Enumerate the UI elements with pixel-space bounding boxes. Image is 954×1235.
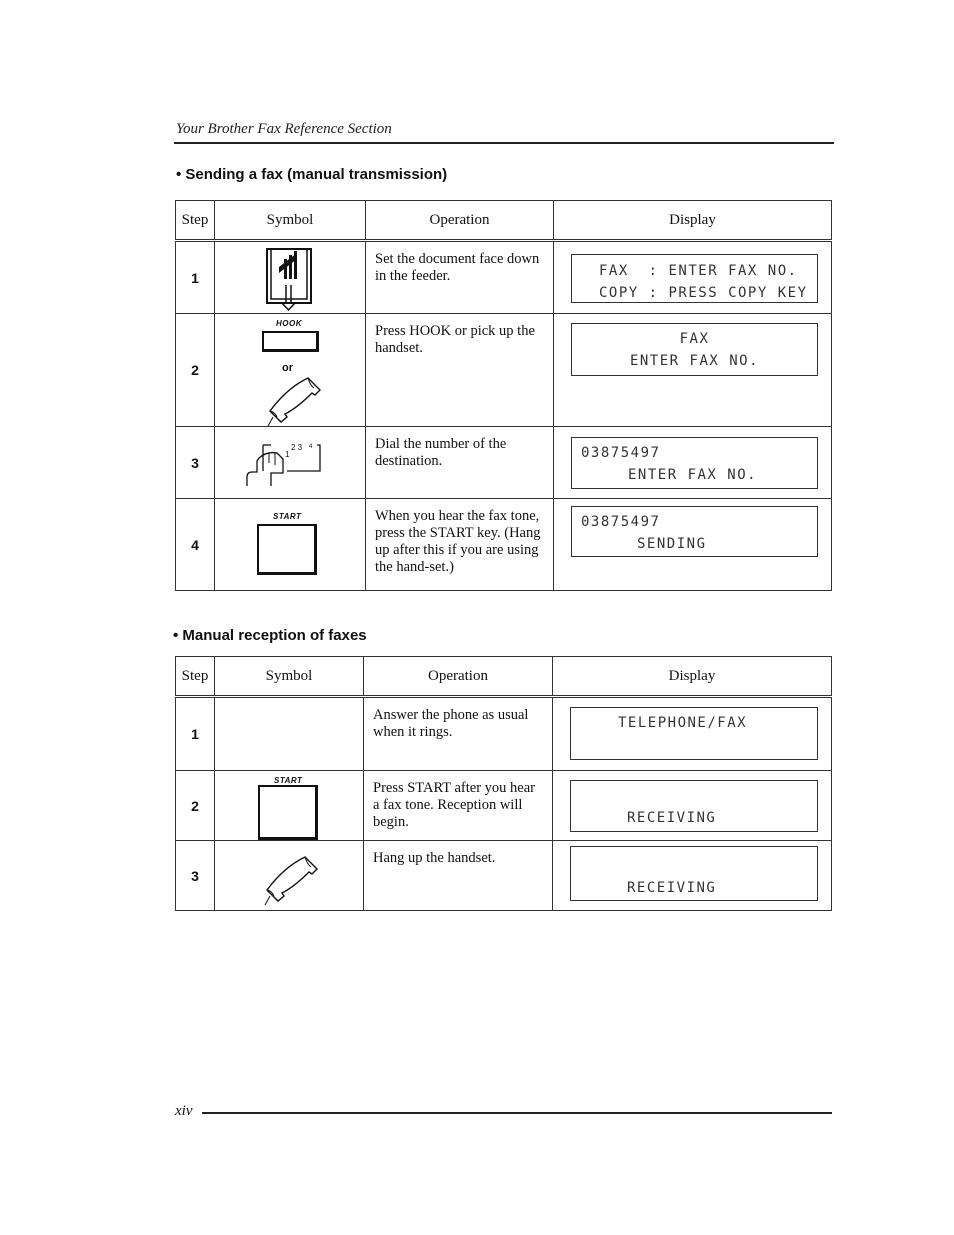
lcd-display: [570, 707, 818, 760]
lcd-display: [570, 780, 818, 832]
lcd-line: COPY : PRESS COPY KEY: [599, 285, 808, 301]
table-row: [176, 241, 832, 314]
table-row: [176, 771, 832, 841]
step-number: 2: [176, 314, 215, 427]
lcd-display: [571, 254, 818, 303]
lcd-line: FAX : ENTER FAX NO.: [599, 263, 798, 279]
lcd-line: ENTER FAX NO.: [629, 353, 760, 369]
column-header-operation: Operation: [366, 201, 554, 241]
step-number: 1: [176, 241, 215, 314]
lcd-display: [571, 437, 818, 489]
hook-button-icon: [262, 331, 319, 352]
lcd-display: [571, 506, 818, 557]
svg-text:2 3: 2 3: [291, 443, 303, 452]
reception-table: [175, 656, 832, 911]
column-header-operation: Operation: [364, 657, 553, 697]
step-number: 3: [176, 841, 215, 911]
column-header-step: Step: [176, 657, 215, 697]
document-feeder-icon: [260, 247, 320, 311]
column-header-symbol: Symbol: [215, 201, 366, 241]
start-button-icon: [258, 785, 318, 840]
lcd-display: [570, 846, 818, 901]
column-header-symbol: Symbol: [215, 657, 364, 697]
svg-text:1: 1: [285, 450, 290, 459]
operation-text: Hang up the handset.: [364, 841, 553, 911]
or-label: or: [282, 362, 293, 374]
table-row: [176, 697, 832, 771]
operation-text: Answer the phone as usual when it rings.: [364, 697, 553, 771]
svg-text:4: 4: [309, 444, 313, 450]
handset-icon: [264, 855, 320, 907]
lcd-line: RECEIVING: [627, 880, 717, 896]
operation-text: Set the document face down in the feeder.: [366, 241, 554, 314]
lcd-line: RECEIVING: [627, 810, 717, 826]
lcd-line: SENDING: [637, 536, 707, 552]
dial-number-icon: [245, 439, 327, 489]
column-header-display: Display: [554, 201, 832, 241]
footer-rule: [202, 1112, 832, 1114]
sending-table: [175, 200, 832, 591]
step-number: 1: [176, 697, 215, 771]
column-header-display: Display: [553, 657, 832, 697]
header-rule: [174, 142, 834, 144]
step-number: 4: [176, 499, 215, 591]
operation-text: Press HOOK or pick up the handset.: [366, 314, 554, 427]
table-row: [176, 427, 832, 499]
table-row: [176, 314, 832, 427]
page-number: xiv: [175, 1103, 193, 1119]
start-key-label: START: [273, 512, 302, 521]
table-row: [176, 499, 832, 591]
section-heading-reception: • Manual reception of faxes: [173, 627, 367, 644]
lcd-line: TELEPHONE/FAX: [618, 715, 748, 731]
start-button-icon: [257, 524, 317, 575]
lcd-line: FAX: [679, 331, 710, 347]
operation-text: When you hear the fax tone, press the START key. (Hang up after this if you are using the hand-set.): [366, 499, 554, 591]
section-heading-sending: • Sending a fax (manual transmission): [176, 166, 448, 183]
start-key-label: START: [274, 776, 303, 785]
page-header-title: Your Brother Fax Reference Section: [176, 121, 392, 137]
table-row: [176, 841, 832, 911]
operation-text: Press START after you hear a fax tone. Reception will begin.: [364, 771, 553, 841]
hook-key-label: HOOK: [276, 319, 302, 328]
lcd-line: 03875497: [581, 445, 661, 461]
handset-icon: [267, 376, 323, 428]
lcd-line: ENTER FAX NO.: [628, 467, 758, 483]
step-number: 3: [176, 427, 215, 499]
lcd-display: [571, 323, 818, 376]
lcd-line: 03875497: [581, 514, 661, 530]
step-number: 2: [176, 771, 215, 841]
column-header-step: Step: [176, 201, 215, 241]
operation-text: Dial the number of the destination.: [366, 427, 554, 499]
